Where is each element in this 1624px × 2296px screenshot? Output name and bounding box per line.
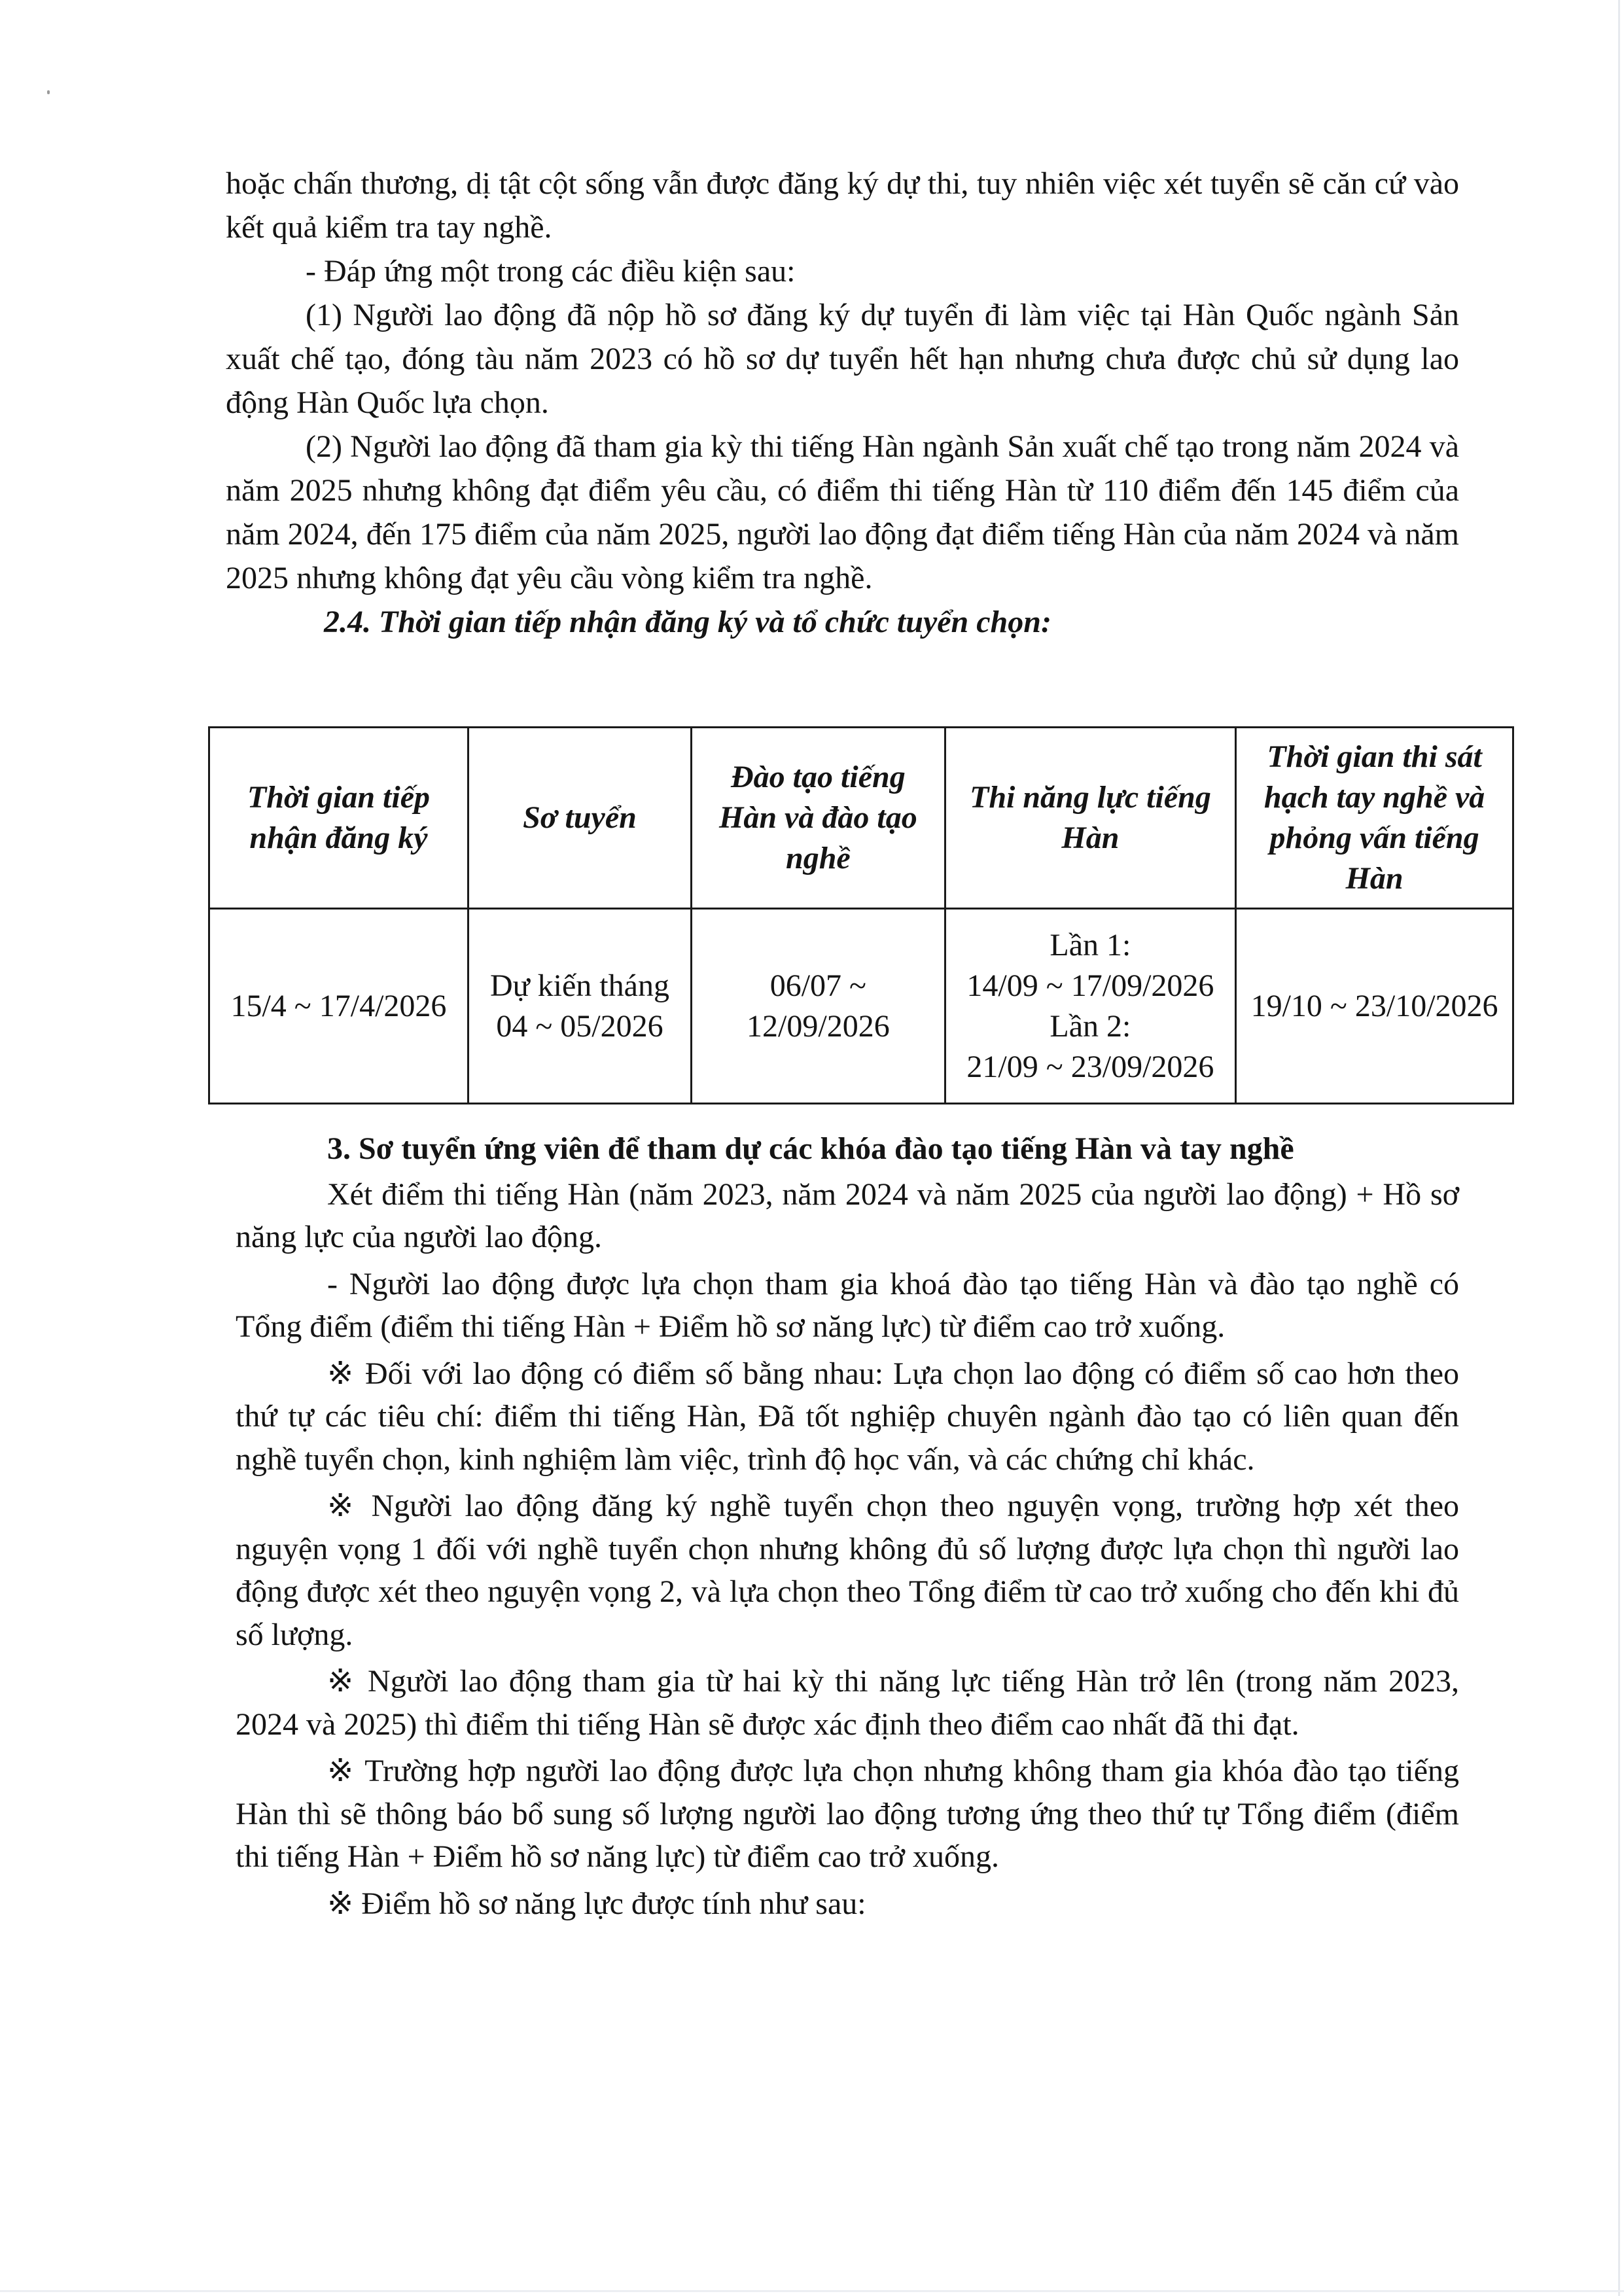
section-3 [236,1127,1459,1925]
scan-speck [47,90,50,94]
section-3-paragraph-3: ※ Đối với lao động có điểm số bằng nhau: Lựa chọn lao động có điểm số cao hơn theo thứ tự các tiêu chí: điểm thi tiếng Hàn, Đã tốt nghiệp chuyên ngành đào tạo có liên quan đến nghề tuyển chọn, kinh nghiệm làm việc, trình độ học vấn, và các chứng chỉ khác. [236,1356,1459,1477]
section-3-heading: 3. Sơ tuyển ứng viên để tham dự các khóa đào tạo tiếng Hàn và tay nghề [327,1131,1294,1166]
intro-paragraph-1: hoặc chấn thương, dị tật cột sống vẫn được đăng ký dự thi, tuy nhiên việc xét tuyển sẽ căn cứ vào kết quả kiểm tra tay nghề. [226,166,1459,245]
section-3-paragraph-2: - Người lao động được lựa chọn tham gia khoá đào tạo tiếng Hàn và đào tạo nghề có Tổng điểm (điểm thi tiếng Hàn + Điểm hồ sơ năng lực) từ điểm cao trở xuống. [236,1266,1459,1344]
header-registration: Thời gian tiếp nhận đăng ký [209,728,468,909]
scan-edge-right [1618,0,1620,2296]
cell-korean-exam [945,909,1235,1104]
section-3-paragraph-4: ※ Người lao động đăng ký nghề tuyển chọn theo nguyện vọng, trường hợp xét theo nguyện vọng 1 đối với nghề tuyển chọn nhưng không đủ số lượng được lựa chọn thì người lao động được xét theo nguyện vọng 2, và lựa chọn theo Tổng điểm từ cao trở xuống cho đến khi đủ số lượng. [236,1489,1459,1652]
schedule-data-row [209,909,1513,1104]
section-3-paragraph-6: ※ Trường hợp người lao động được lựa chọn nhưng không tham gia khóa đào tạo tiếng Hàn thì sẽ thông báo bổ sung số lượng người lao động tương ứng theo thứ tự Tổng điểm (điểm thi tiếng Hàn + Điểm hồ sơ năng lực) từ điểm cao trở xuống. [236,1754,1459,1874]
exam-round1-label: Lần 1: [1050,927,1131,963]
intro-paragraph-2: - Đáp ứng một trong các điều kiện sau: [306,254,796,289]
cell-skill-test: 19/10 ~ 23/10/2026 [1236,909,1513,1104]
cell-registration: 15/4 ~ 17/4/2026 [209,909,468,1104]
schedule-header-row [209,728,1513,909]
section-2-4-heading: 2.4. Thời gian tiếp nhận đăng ký và tổ chức tuyển chọn: [324,605,1051,639]
section-3-paragraph-1: Xét điểm thi tiếng Hàn (năm 2023, năm 2024 và năm 2025 của người lao động) + Hồ sơ năng lực của người lao động. [236,1176,1459,1254]
intro-section [226,162,1459,644]
section-3-paragraph-5: ※ Người lao động tham gia từ hai kỳ thi năng lực tiếng Hàn trở lên (trong năm 2023, 2024 và 2025) thì điểm thi tiếng Hàn sẽ được xác định theo điểm cao nhất đã thi đạt. [236,1664,1459,1742]
exam-round2-dates: 21/09 ~ 23/09/2026 [966,1049,1214,1084]
exam-round1-dates: 14/09 ~ 17/09/2026 [966,968,1214,1003]
intro-paragraph-3: (1) Người lao động đã nộp hồ sơ đăng ký dự tuyển đi làm việc tại Hàn Quốc ngành Sản xuất chế tạo, đóng tàu năm 2023 có hồ sơ dự tuyển hết hạn nhưng chưa được chủ sử dụng lao động Hàn Quốc lựa chọn. [226,298,1459,420]
header-training: Đào tạo tiếng Hàn và đào tạo nghề [692,728,945,909]
intro-paragraph-4: (2) Người lao động đã tham gia kỳ thi tiếng Hàn ngành Sản xuất chế tạo trong năm 2024 và năm 2025 nhưng không đạt điểm yêu cầu, có điểm thi tiếng Hàn từ 110 điểm đến 145 điểm của năm 2024, đến 175 điểm của năm 2025, người lao động đạt điểm tiếng Hàn của năm 2024 và năm 2025 nhưng không đạt yêu cầu vòng kiểm tra nghề. [226,429,1459,595]
exam-round2-label: Lần 2: [1050,1008,1131,1044]
cell-training: 06/07 ~ 12/09/2026 [692,909,945,1104]
scan-edge-bottom [0,2290,1624,2292]
schedule-table [208,726,1514,1104]
header-korean-exam: Thi năng lực tiếng Hàn [945,728,1235,909]
section-3-paragraph-7: ※ Điểm hồ sơ năng lực được tính như sau: [327,1886,866,1921]
header-skill-test: Thời gian thi sát hạch tay nghề và phỏng vấn tiếng Hàn [1236,728,1513,909]
cell-screening: Dự kiến tháng 04 ~ 05/2026 [468,909,691,1104]
header-screening: Sơ tuyển [468,728,691,909]
